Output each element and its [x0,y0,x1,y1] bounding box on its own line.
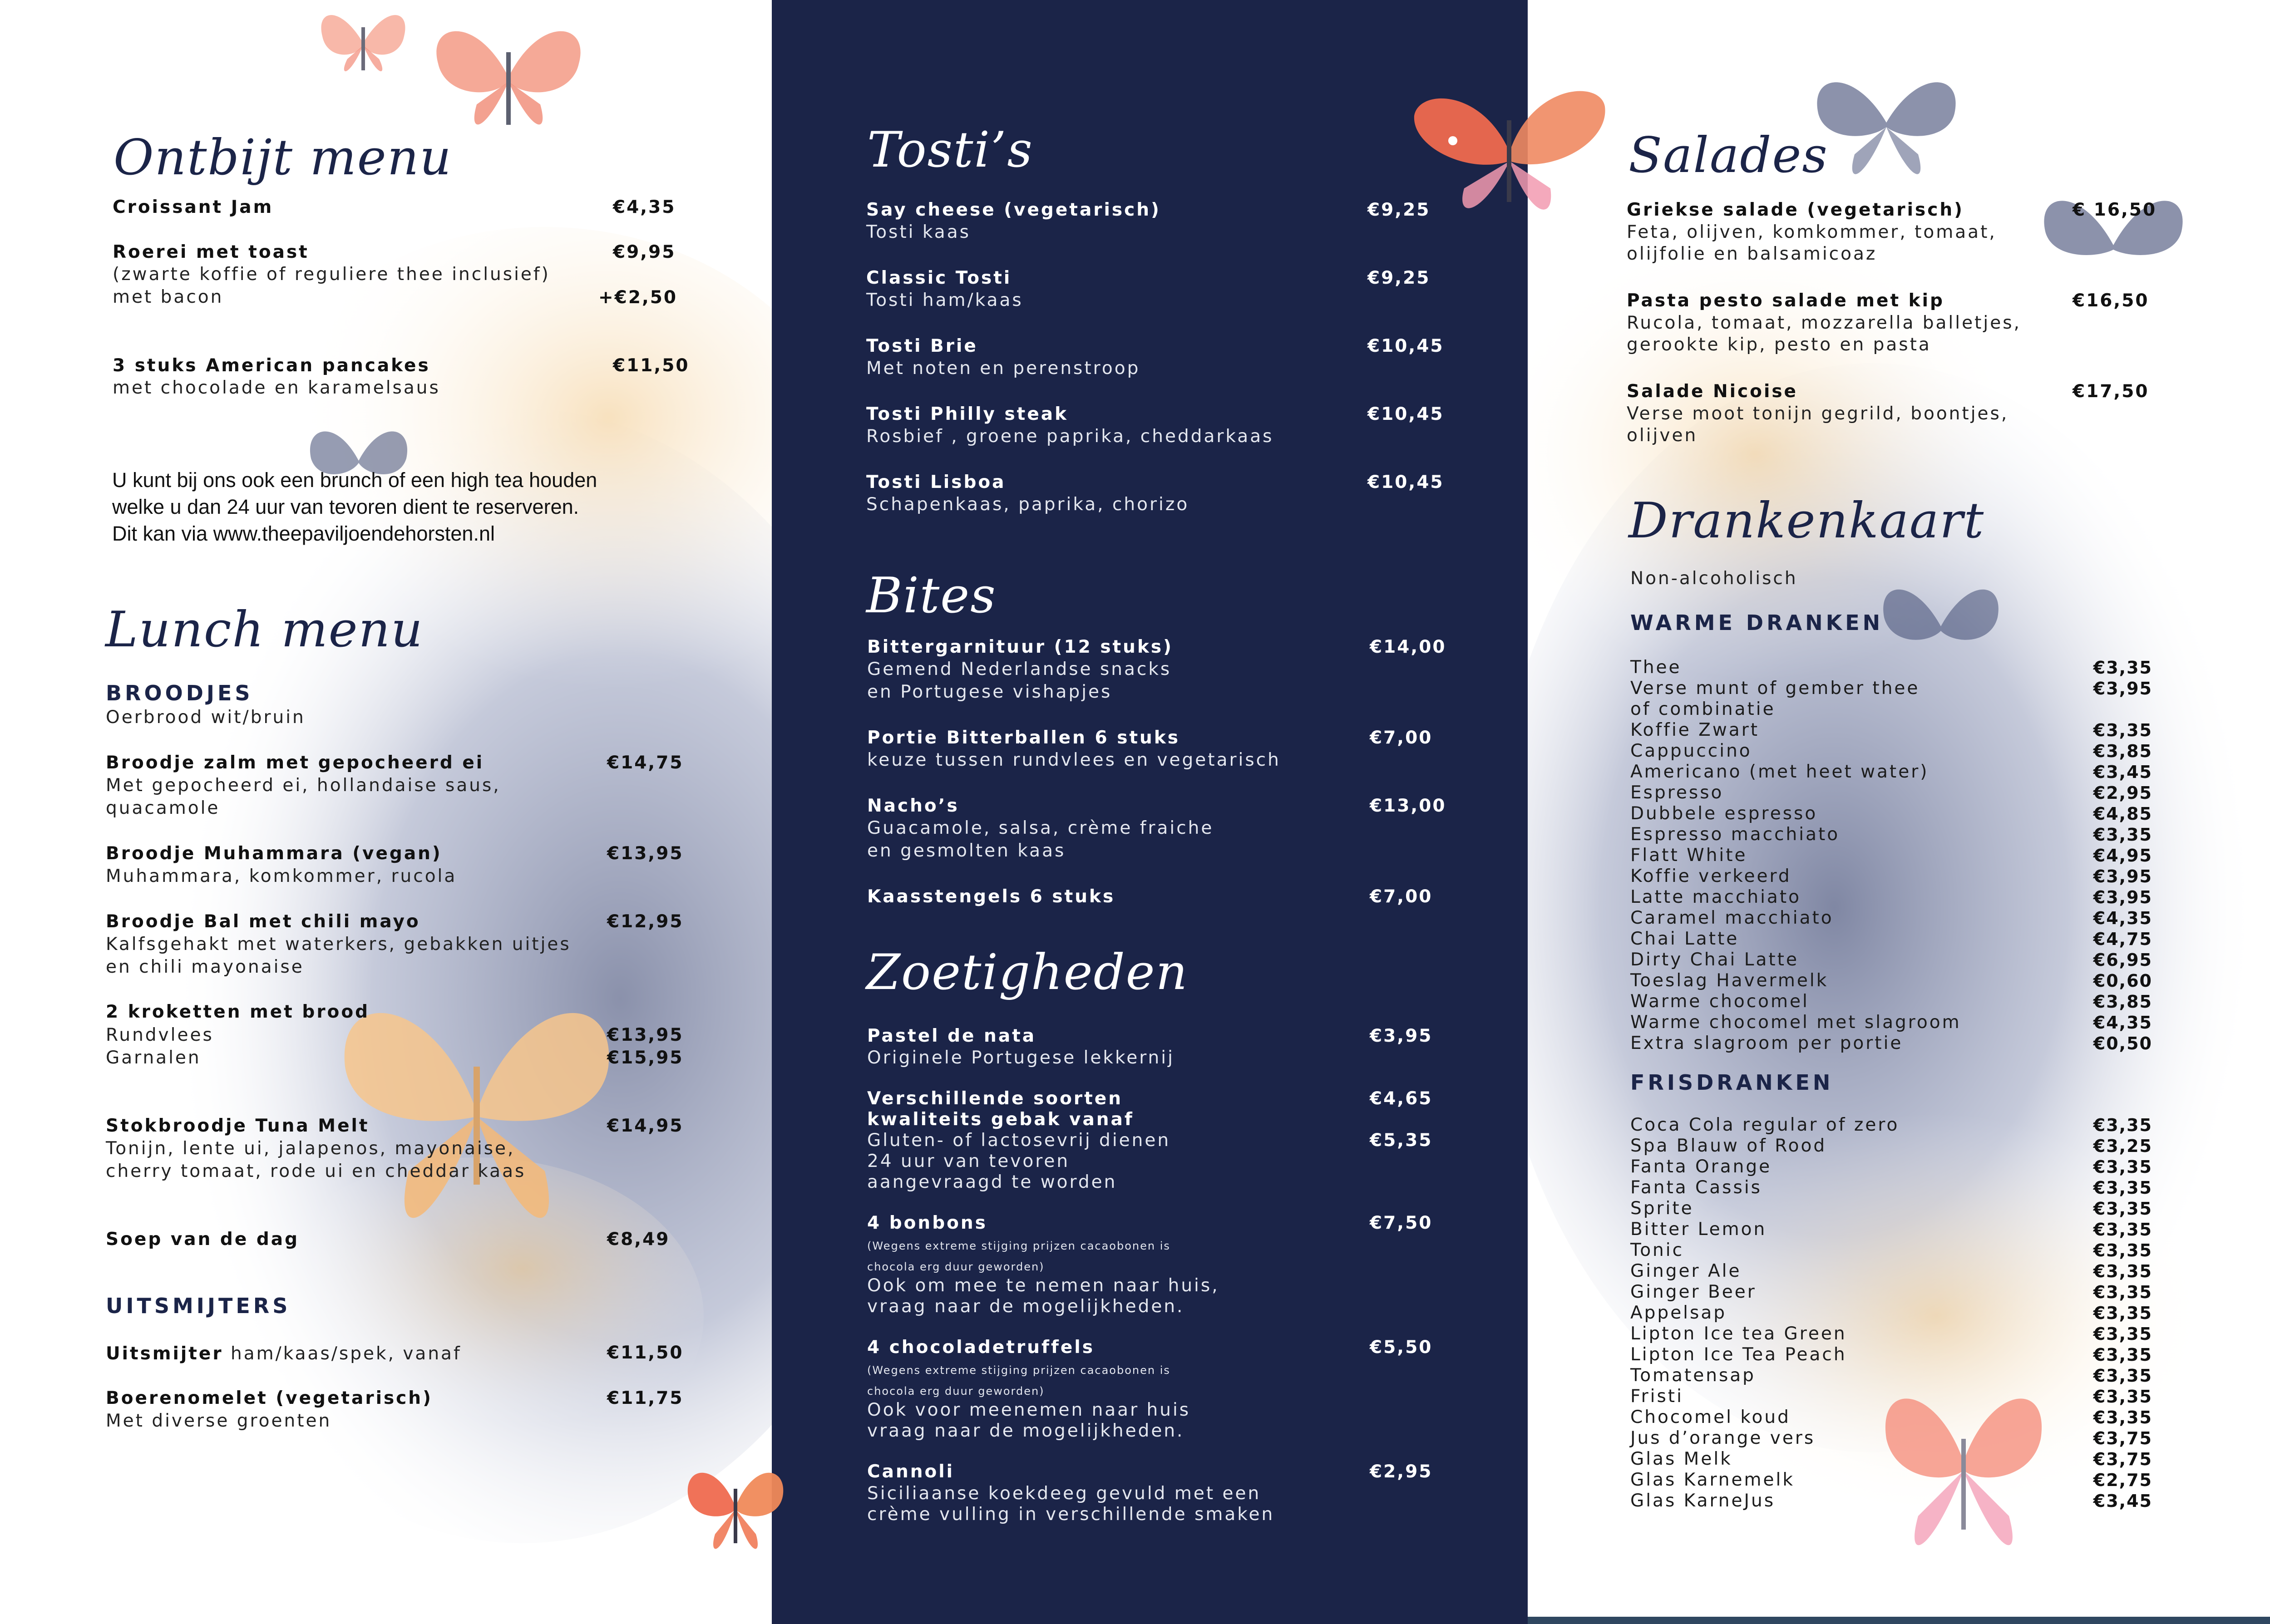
menu-item-price: €7,50 [1370,1213,1433,1233]
drink-name: Chai Latte [1630,929,1739,949]
drink-name: Extra slagroom per portie [1630,1033,1903,1053]
menu-item-desc: quacamole [106,798,220,818]
drink-row [1630,1303,2152,1324]
menu-item-name: Say cheese (vegetarisch) [866,200,1161,220]
drink-name: Dirty Chai Latte [1630,950,1799,970]
butterfly-small-pink-icon [313,0,413,86]
menu-item-note: (Wegens extreme stijging prijzen cacaobonen is [867,1240,1170,1252]
drink-row [1630,1136,2152,1156]
drink-row [1630,824,2152,845]
uitsmijter-line [106,1343,462,1365]
warme-dranken-list [1630,657,2152,1054]
drink-row [1630,803,2152,824]
menu-item-price: €17,50 [2073,381,2149,402]
drink-name: Warme chocomel met slagroom [1630,1012,1961,1033]
drink-price: €3,35 [2093,1240,2152,1260]
menu-item-price: €8,49 [607,1229,670,1250]
menu-item-desc: Kalfsgehakt met waterkers, gebakken uitjes [106,934,571,955]
menu-item-name-line2: kwaliteits gebak vanaf [867,1109,1134,1130]
drink-price: €3,35 [2093,1199,2152,1219]
drink-row [1630,908,2152,929]
menu-item-price: €5,35 [1370,1130,1433,1151]
menu-item-name: Roerei met toast [113,242,309,262]
bites-title: Bites [866,567,997,624]
menu-item-price: €7,00 [1370,728,1433,748]
breakfast-title: Ontbijt menu [114,129,452,186]
menu-item-name: Stokbroodje Tuna Melt [106,1116,370,1136]
drink-name: of combinatie [1630,699,1776,719]
menu-item-price: €10,45 [1367,336,1444,356]
menu-item-name: Portie Bitterballen 6 stuks [867,728,1180,748]
menu-item-desc: olijfolie en balsamicoaz [1627,244,1877,264]
menu-item-name: Cannoli [867,1462,954,1482]
drink-row [1630,1449,2152,1470]
broodjes-subtitle: Oerbrood wit/bruin [106,707,306,728]
drink-name: Fanta Cassis [1630,1177,1762,1198]
menu-item-desc: en Portugese vishapjes [867,682,1112,702]
drink-price: €3,35 [2093,1261,2152,1281]
drink-name: Appelsap [1630,1303,1727,1323]
drink-price: €3,35 [2093,1345,2152,1365]
drink-name: Jus d’orange vers [1630,1428,1816,1448]
drink-name: Chocomel koud [1630,1407,1791,1427]
drink-name: Glas KarneJus [1630,1491,1776,1511]
menu-item-name: 4 bonbons [867,1213,987,1233]
drink-row [1630,1240,2152,1261]
menu-item-desc: Tosti ham/kaas [866,290,1023,310]
drink-row [1630,699,2152,720]
drink-name: Koffie verkeerd [1630,866,1791,886]
menu-item-desc: Ook voor meenemen naar huis [867,1400,1191,1420]
drink-name: Lipton Ice Tea Peach [1630,1344,1847,1365]
menu-item-desc: Muhammara, komkommer, rucola [106,866,457,886]
frisdranken-header: FRISDRANKEN [1630,1070,1834,1095]
drink-row [1630,1156,2152,1177]
menu-item-desc: 24 uur van tevoren [867,1151,1070,1171]
menu-item-price: €9,95 [613,242,676,262]
lunch-title: Lunch menu [105,601,424,658]
drink-price: €3,35 [2093,1157,2152,1177]
menu-item-price: €4,35 [613,197,676,217]
drink-row [1630,1261,2152,1282]
drink-name: Glas Melk [1630,1449,1732,1469]
menu-item-desc: Met diverse groenten [106,1411,332,1431]
drink-price: €3,45 [2093,762,2152,782]
menu-item-desc: Tonijn, lente ui, jalapenos, mayonaise, [106,1138,515,1159]
menu-item-price: €13,95 [607,843,684,864]
drink-price: €4,35 [2093,1013,2152,1033]
drink-row [1630,1115,2152,1136]
menu-item-desc: vraag naar de mogelijkheden. [867,1296,1184,1317]
menu-item-desc: Met gepocheerd ei, hollandaise saus, [106,775,501,796]
menu-item-name: Griekse salade (vegetarisch) [1627,200,1964,220]
drink-name: Verse munt of gember thee [1630,678,1920,699]
menu-item-name: Tosti Lisboa [866,472,1006,492]
drink-row [1630,929,2152,950]
drink-row [1630,1407,2152,1428]
menu-item-desc: Guacamole, salsa, crème fraiche [867,818,1214,838]
drink-name: Americano (met heet water) [1630,762,1929,782]
drink-name: Dubbele espresso [1630,803,1818,824]
drink-row [1630,657,2152,678]
drink-price: €3,35 [2093,720,2152,740]
drink-price: €3,45 [2093,1491,2152,1511]
drink-name: Espresso [1630,782,1724,803]
menu-item-name: Verschillende soorten [867,1088,1123,1109]
menu-item-price: €4,65 [1370,1088,1433,1109]
menu-item-name: Kaasstengels 6 stuks [867,886,1115,907]
menu-item-desc: vraag naar de mogelijkheden. [867,1421,1184,1441]
drink-price: €2,75 [2093,1470,2152,1490]
menu-item-desc: gerookte kip, pesto en pasta [1627,335,1931,355]
menu-item-price: €16,50 [2073,290,2149,311]
drink-name: Sprite [1630,1198,1694,1219]
drink-price: €3,95 [2093,866,2152,886]
middle-panel [772,0,1528,1624]
drinks-subtitle: Non-alcoholisch [1630,568,1798,589]
menu-item-name: Soep van de dag [106,1229,300,1250]
left-panel [0,0,772,1624]
menu-item-desc: Ook om mee te nemen naar huis, [867,1275,1219,1296]
menu-item-desc: Siciliaanse koekdeeg gevuld met een [867,1483,1261,1504]
uitsmijters-header: UITSMIJTERS [106,1294,291,1318]
drink-row [1630,782,2152,803]
salades-title: Salades [1628,127,1828,184]
menu-item-note: chocola erg duur geworden) [867,1385,1045,1398]
menu-item-desc: Rucola, tomaat, mozzarella balletjes, [1627,313,2021,333]
frisdranken-list [1630,1115,2152,1511]
drink-price: €3,75 [2093,1428,2152,1448]
drink-row [1630,950,2152,970]
menu-item-name: Pastel de nata [867,1026,1036,1046]
drink-name: Fristi [1630,1386,1683,1407]
menu-item-desc: met bacon [113,287,224,307]
menu-item-name: Broodje Bal met chili mayo [106,911,420,932]
drink-name: Bitter Lemon [1630,1219,1767,1240]
menu-item-price: €3,95 [1370,1026,1433,1046]
drink-price: €3,35 [2093,1324,2152,1344]
drink-name: Thee [1630,657,1682,678]
menu-item-desc: Schapenkaas, paprika, chorizo [866,494,1189,515]
drink-price: €3,85 [2093,992,2152,1012]
drink-row [1630,1282,2152,1303]
drink-price: €6,95 [2093,950,2152,970]
drink-price: €4,95 [2093,846,2152,866]
tostis-title: Tosti’s [867,122,1033,178]
menu-item-desc: Originele Portugese lekkernij [867,1048,1174,1068]
menu-item-price: €7,00 [1370,886,1433,907]
drink-row [1630,1198,2152,1219]
drink-name: Koffie Zwart [1630,720,1760,740]
menu-item-desc: en chili mayonaise [106,957,304,977]
menu-item-desc: ham/kaas/spek, vanaf [223,1343,462,1364]
drink-row [1630,1344,2152,1365]
drink-name: Warme chocomel [1630,991,1809,1012]
menu-item-desc: Gemend Nederlandse snacks [867,659,1172,679]
drink-price: €3,75 [2093,1449,2152,1469]
menu-item-price: €14,95 [607,1116,684,1136]
menu-item-desc: Met noten en perenstroop [866,358,1140,379]
menu-item-desc: Feta, olijven, komkommer, tomaat, [1627,222,1997,242]
butterfly-orange-small-icon [676,1452,794,1566]
menu-item-desc: crème vulling in verschillende smaken [867,1504,1275,1525]
menu-item-price: €13,00 [1370,796,1446,816]
drink-row [1630,866,2152,887]
drink-row [1630,1324,2152,1344]
menu-item-price: €5,50 [1370,1337,1433,1358]
drink-row [1630,991,2152,1012]
brunch-info-line: U kunt bij ons ook een brunch of een high tea houden [112,468,597,492]
drink-price: €0,60 [2093,971,2152,991]
menu-item-desc: en gesmolten kaas [867,841,1066,861]
drink-price: €3,35 [2093,825,2152,845]
drink-row [1630,845,2152,866]
menu-item-price: €10,45 [1367,472,1444,492]
drink-row [1630,1428,2152,1449]
menu-item-name: Croissant Jam [113,197,274,217]
menu-item-desc: cherry tomaat, rode ui en cheddar kaas [106,1161,526,1181]
drink-price: €3,85 [2093,741,2152,761]
drink-price: €3,35 [2093,1282,2152,1302]
menu-item-name: 3 stuks American pancakes [113,355,430,376]
drink-row [1630,1491,2152,1511]
drink-name: Coca Cola regular of zero [1630,1115,1900,1135]
drink-price: €2,95 [2093,783,2152,803]
drink-name: Toeslag Havermelk [1630,970,1829,991]
drink-name: Tonic [1630,1240,1684,1260]
menu-item-desc: Rosbief , groene paprika, cheddarkaas [866,426,1274,447]
menu-item-name: Bittergarnituur (12 stuks) [867,637,1173,657]
drink-row [1630,1177,2152,1198]
warme-dranken-header: WARME DRANKEN [1630,610,1884,635]
menu-item-note: chocola erg duur geworden) [867,1260,1045,1273]
drink-row [1630,720,2152,741]
menu-item-price: €10,45 [1367,404,1444,424]
menu-item-desc: olijven [1627,425,1698,446]
drink-row [1630,678,2152,699]
drink-name: Tomatensap [1630,1365,1756,1386]
drink-name: Lipton Ice tea Green [1630,1324,1847,1344]
menu-item-price: €12,95 [607,911,684,932]
drink-row [1630,1365,2152,1386]
menu-item-desc: Gluten- of lactosevrij dienen [867,1130,1171,1151]
drink-name: Ginger Beer [1630,1282,1757,1302]
drink-price: €3,35 [2093,1407,2152,1427]
drink-row [1630,762,2152,782]
drink-price: €3,95 [2093,679,2152,699]
menu-item-desc: Verse moot tonijn gegrild, boontjes, [1627,404,2009,424]
menu-item-desc: Tosti kaas [866,222,971,242]
drink-price: €3,35 [2093,1115,2152,1135]
drankenkaart-title: Drankenkaart [1628,492,1985,549]
drink-row [1630,1386,2152,1407]
drink-price: €3,35 [2093,1387,2152,1407]
menu-item-price: € 16,50 [2073,200,2157,220]
menu-item-price: €13,95 [607,1025,684,1045]
drink-price: €3,35 [2093,1366,2152,1386]
drink-price: €4,85 [2093,804,2152,824]
brunch-info-website: Dit kan via www.theepaviljoendehorsten.nl [112,522,495,545]
menu-item-name: Salade Nicoise [1627,381,1798,402]
drink-row [1630,1012,2152,1033]
drink-name: Ginger Ale [1630,1261,1742,1281]
menu-item-price: €9,25 [1367,200,1431,220]
menu-item-note: (Wegens extreme stijging prijzen cacaobonen is [867,1364,1170,1377]
menu-item-price: €14,75 [607,753,684,773]
menu-item-price: €11,75 [607,1388,684,1408]
drink-row [1630,887,2152,908]
drink-row [1630,970,2152,991]
drink-price: €4,35 [2093,908,2152,928]
menu-item-name: Tosti Philly steak [866,404,1069,424]
menu-item-name: 4 chocoladetruffels [867,1337,1095,1358]
menu-item-name: 2 kroketten met brood [106,1002,370,1022]
menu-item-name: Uitsmijter [106,1343,223,1364]
drink-name: Flatt White [1630,845,1747,866]
drink-price: €3,95 [2093,887,2152,907]
drink-row [1630,1470,2152,1491]
drink-name: Glas Karnemelk [1630,1470,1795,1490]
brunch-info-line: welke u dan 24 uur van tevoren dient te reserveren. [112,495,579,518]
menu-item-desc: Garnalen [106,1048,201,1068]
drink-price: €0,50 [2093,1033,2152,1053]
menu-item-price: €11,50 [613,355,690,376]
menu-item-price: €14,00 [1370,637,1446,657]
drink-price: €3,35 [2093,1220,2152,1240]
menu-item-price: €11,50 [607,1343,684,1363]
drink-name: Fanta Orange [1630,1156,1772,1177]
menu-item-price: €15,95 [607,1048,684,1068]
menu-item-desc: keuze tussen rundvlees en vegetarisch [867,750,1281,770]
menu-item-name: Tosti Brie [866,336,978,356]
drink-row [1630,741,2152,762]
drink-price: €3,35 [2093,658,2152,678]
menu-item-extra-price: +€2,50 [598,287,678,308]
drink-name: Cappuccino [1630,741,1752,761]
menu-item-desc: aangevraagd te worden [867,1172,1117,1192]
menu-item-name: Broodje zalm met gepocheerd ei [106,753,484,773]
menu-item-desc: met chocolade en karamelsaus [113,378,440,398]
menu-item-desc: (zwarte koffie of reguliere thee inclusief) [113,264,550,285]
broodjes-header: BROODJES [106,681,253,705]
butterfly-pink-icon [418,9,599,145]
drink-price: €4,75 [2093,929,2152,949]
menu-item-desc: Rundvlees [106,1025,214,1045]
drink-price: €3,25 [2093,1136,2152,1156]
drink-price: €3,35 [2093,1303,2152,1323]
menu-item-name: Nacho’s [867,796,959,816]
drink-name: Caramel macchiato [1630,908,1834,928]
drink-row [1630,1033,2152,1054]
zoetigheden-title: Zoetigheden [866,944,1189,1001]
menu-item-name: Pasta pesto salade met kip [1627,290,1944,311]
right-panel [1528,0,2270,1624]
drink-name: Espresso macchiato [1630,824,1840,845]
menu-item-price: €2,95 [1370,1462,1433,1482]
drink-name: Spa Blauw of Rood [1630,1136,1827,1156]
menu-item-name: Boerenomelet (vegetarisch) [106,1388,433,1408]
menu-item-name: Broodje Muhammara (vegan) [106,843,442,864]
drink-price: €3,35 [2093,1178,2152,1198]
menu-item-price: €9,25 [1367,268,1431,288]
drink-name: Latte macchiato [1630,887,1801,907]
drink-row [1630,1219,2152,1240]
menu-item-name: Classic Tosti [866,268,1012,288]
